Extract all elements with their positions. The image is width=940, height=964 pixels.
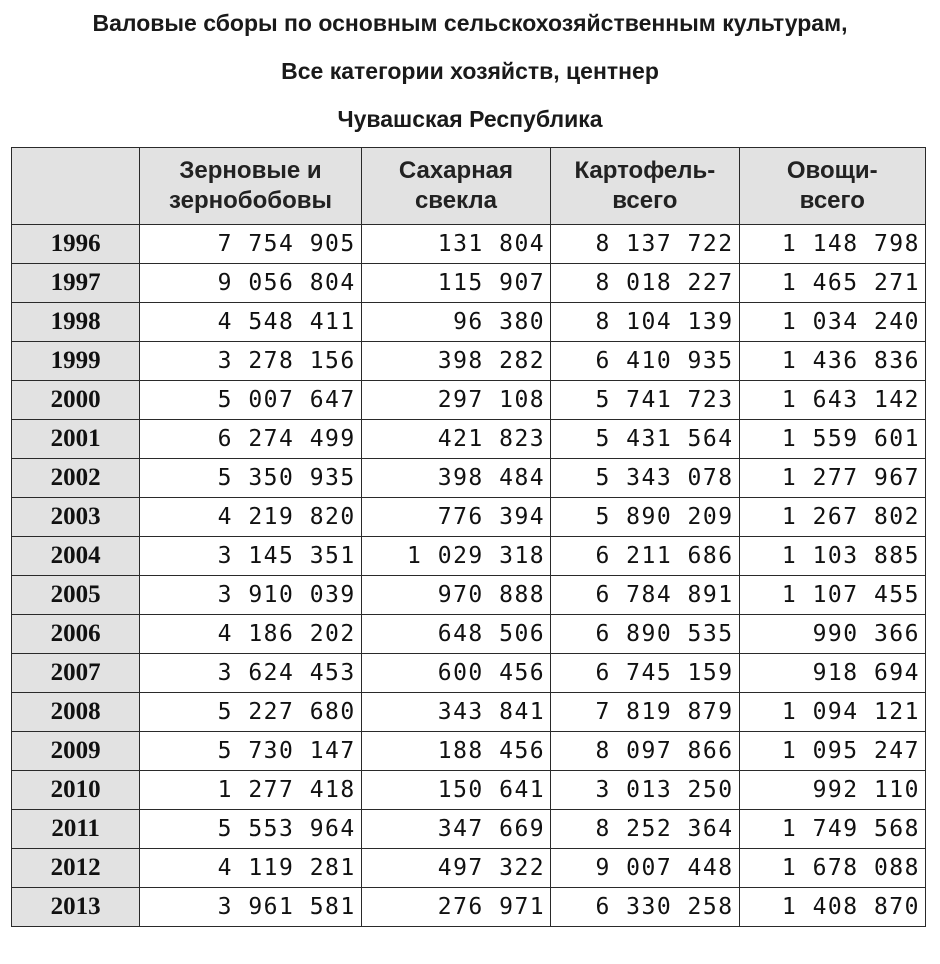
row-year: 2000 xyxy=(12,381,140,420)
row-year: 2006 xyxy=(12,615,140,654)
header-potato-line1: Картофель- xyxy=(574,157,716,184)
cell-potato: 6 211 686 xyxy=(551,537,739,576)
cell-vegetables: 1 094 121 xyxy=(739,693,925,732)
cell-sugar-beet: 131 804 xyxy=(361,225,550,264)
cell-potato: 8 018 227 xyxy=(551,264,739,303)
cell-vegetables: 990 366 xyxy=(739,615,925,654)
table-row xyxy=(12,810,926,849)
header-sugar-beet xyxy=(361,148,550,225)
harvest-table xyxy=(11,147,926,927)
header-sugar-beet-line2: свекла xyxy=(414,187,497,214)
cell-vegetables: 918 694 xyxy=(739,654,925,693)
cell-grain: 4 219 820 xyxy=(140,498,361,537)
title-line-3: Чувашская Республика xyxy=(337,106,603,132)
row-year: 2010 xyxy=(12,771,140,810)
header-grain xyxy=(140,148,361,225)
cell-vegetables: 1 749 568 xyxy=(739,810,925,849)
cell-vegetables: 1 678 088 xyxy=(739,849,925,888)
cell-grain: 3 624 453 xyxy=(140,654,361,693)
cell-vegetables: 1 267 802 xyxy=(739,498,925,537)
title-line-1: Валовые сборы по основным сельскохозяйственным культурам, xyxy=(92,10,848,36)
table-row xyxy=(12,264,926,303)
cell-grain: 4 548 411 xyxy=(140,303,361,342)
header-sugar-beet-line1: Сахарная xyxy=(398,157,514,184)
cell-grain: 3 278 156 xyxy=(140,342,361,381)
row-year: 1999 xyxy=(12,342,140,381)
cell-sugar-beet: 497 322 xyxy=(361,849,550,888)
cell-vegetables: 1 436 836 xyxy=(739,342,925,381)
cell-potato: 7 819 879 xyxy=(551,693,739,732)
cell-potato: 8 252 364 xyxy=(551,810,739,849)
cell-sugar-beet: 96 380 xyxy=(361,303,550,342)
row-year: 2008 xyxy=(12,693,140,732)
cell-grain: 3 961 581 xyxy=(140,888,361,927)
cell-grain: 4 186 202 xyxy=(140,615,361,654)
cell-potato: 6 745 159 xyxy=(551,654,739,693)
table-header-row xyxy=(12,148,926,225)
cell-potato: 5 431 564 xyxy=(551,420,739,459)
cell-sugar-beet: 343 841 xyxy=(361,693,550,732)
header-potato-line2: всего xyxy=(612,187,678,214)
cell-grain: 3 145 351 xyxy=(140,537,361,576)
table-row xyxy=(12,459,926,498)
row-year: 2011 xyxy=(12,810,140,849)
cell-grain: 1 277 418 xyxy=(140,771,361,810)
table-row xyxy=(12,303,926,342)
cell-potato: 5 890 209 xyxy=(551,498,739,537)
cell-sugar-beet: 398 484 xyxy=(361,459,550,498)
title-line-2: Все категории хозяйств, центнер xyxy=(281,58,659,84)
table-row xyxy=(12,537,926,576)
cell-vegetables: 1 095 247 xyxy=(739,732,925,771)
cell-grain: 6 274 499 xyxy=(140,420,361,459)
cell-potato: 8 137 722 xyxy=(551,225,739,264)
row-year: 2004 xyxy=(12,537,140,576)
cell-vegetables: 1 643 142 xyxy=(739,381,925,420)
table-row xyxy=(12,888,926,927)
table-row xyxy=(12,225,926,264)
cell-potato: 9 007 448 xyxy=(551,849,739,888)
cell-potato: 8 104 139 xyxy=(551,303,739,342)
cell-potato: 5 741 723 xyxy=(551,381,739,420)
cell-potato: 5 343 078 xyxy=(551,459,739,498)
cell-vegetables: 1 034 240 xyxy=(739,303,925,342)
cell-potato: 8 097 866 xyxy=(551,732,739,771)
row-year: 2005 xyxy=(12,576,140,615)
cell-potato: 6 410 935 xyxy=(551,342,739,381)
table-row xyxy=(12,771,926,810)
cell-grain: 4 119 281 xyxy=(140,849,361,888)
table-row xyxy=(12,849,926,888)
cell-grain: 5 007 647 xyxy=(140,381,361,420)
row-year: 1998 xyxy=(12,303,140,342)
table-row xyxy=(12,381,926,420)
cell-vegetables: 1 559 601 xyxy=(739,420,925,459)
cell-sugar-beet: 276 971 xyxy=(361,888,550,927)
cell-vegetables: 1 103 885 xyxy=(739,537,925,576)
header-potato xyxy=(551,148,739,225)
table-row xyxy=(12,420,926,459)
row-year: 1996 xyxy=(12,225,140,264)
cell-grain: 5 350 935 xyxy=(140,459,361,498)
table-row xyxy=(12,498,926,537)
header-vegetables-line2: всего xyxy=(799,187,865,214)
table-row xyxy=(12,693,926,732)
cell-grain: 5 227 680 xyxy=(140,693,361,732)
cell-grain: 7 754 905 xyxy=(140,225,361,264)
cell-sugar-beet: 1 029 318 xyxy=(361,537,550,576)
cell-sugar-beet: 776 394 xyxy=(361,498,550,537)
cell-sugar-beet: 421 823 xyxy=(361,420,550,459)
cell-sugar-beet: 970 888 xyxy=(361,576,550,615)
cell-sugar-beet: 115 907 xyxy=(361,264,550,303)
header-grain-line1: Зерновые и xyxy=(179,157,322,184)
cell-vegetables: 1 107 455 xyxy=(739,576,925,615)
row-year: 1997 xyxy=(12,264,140,303)
cell-potato: 3 013 250 xyxy=(551,771,739,810)
cell-sugar-beet: 347 669 xyxy=(361,810,550,849)
cell-grain: 9 056 804 xyxy=(140,264,361,303)
row-year: 2001 xyxy=(12,420,140,459)
table-row xyxy=(12,732,926,771)
header-vegetables-line1: Овощи- xyxy=(786,157,878,184)
cell-vegetables: 1 148 798 xyxy=(739,225,925,264)
cell-sugar-beet: 600 456 xyxy=(361,654,550,693)
cell-potato: 6 784 891 xyxy=(551,576,739,615)
cell-grain: 5 730 147 xyxy=(140,732,361,771)
row-year: 2007 xyxy=(12,654,140,693)
cell-grain: 3 910 039 xyxy=(140,576,361,615)
cell-grain: 5 553 964 xyxy=(140,810,361,849)
table-body xyxy=(12,225,926,927)
cell-vegetables: 1 408 870 xyxy=(739,888,925,927)
row-year: 2002 xyxy=(12,459,140,498)
table-row xyxy=(12,615,926,654)
table-row xyxy=(12,342,926,381)
cell-sugar-beet: 648 506 xyxy=(361,615,550,654)
header-year-corner xyxy=(12,148,140,225)
row-year: 2003 xyxy=(12,498,140,537)
cell-potato: 6 330 258 xyxy=(551,888,739,927)
header-grain-line2: зернобобовы xyxy=(169,187,332,214)
cell-potato: 6 890 535 xyxy=(551,615,739,654)
cell-sugar-beet: 188 456 xyxy=(361,732,550,771)
cell-vegetables: 992 110 xyxy=(739,771,925,810)
cell-vegetables: 1 277 967 xyxy=(739,459,925,498)
row-year: 2009 xyxy=(12,732,140,771)
table-row xyxy=(12,576,926,615)
cell-vegetables: 1 465 271 xyxy=(739,264,925,303)
cell-sugar-beet: 297 108 xyxy=(361,381,550,420)
row-year: 2012 xyxy=(12,849,140,888)
cell-sugar-beet: 150 641 xyxy=(361,771,550,810)
header-vegetables xyxy=(739,148,925,225)
cell-sugar-beet: 398 282 xyxy=(361,342,550,381)
row-year: 2013 xyxy=(12,888,140,927)
table-row xyxy=(12,654,926,693)
